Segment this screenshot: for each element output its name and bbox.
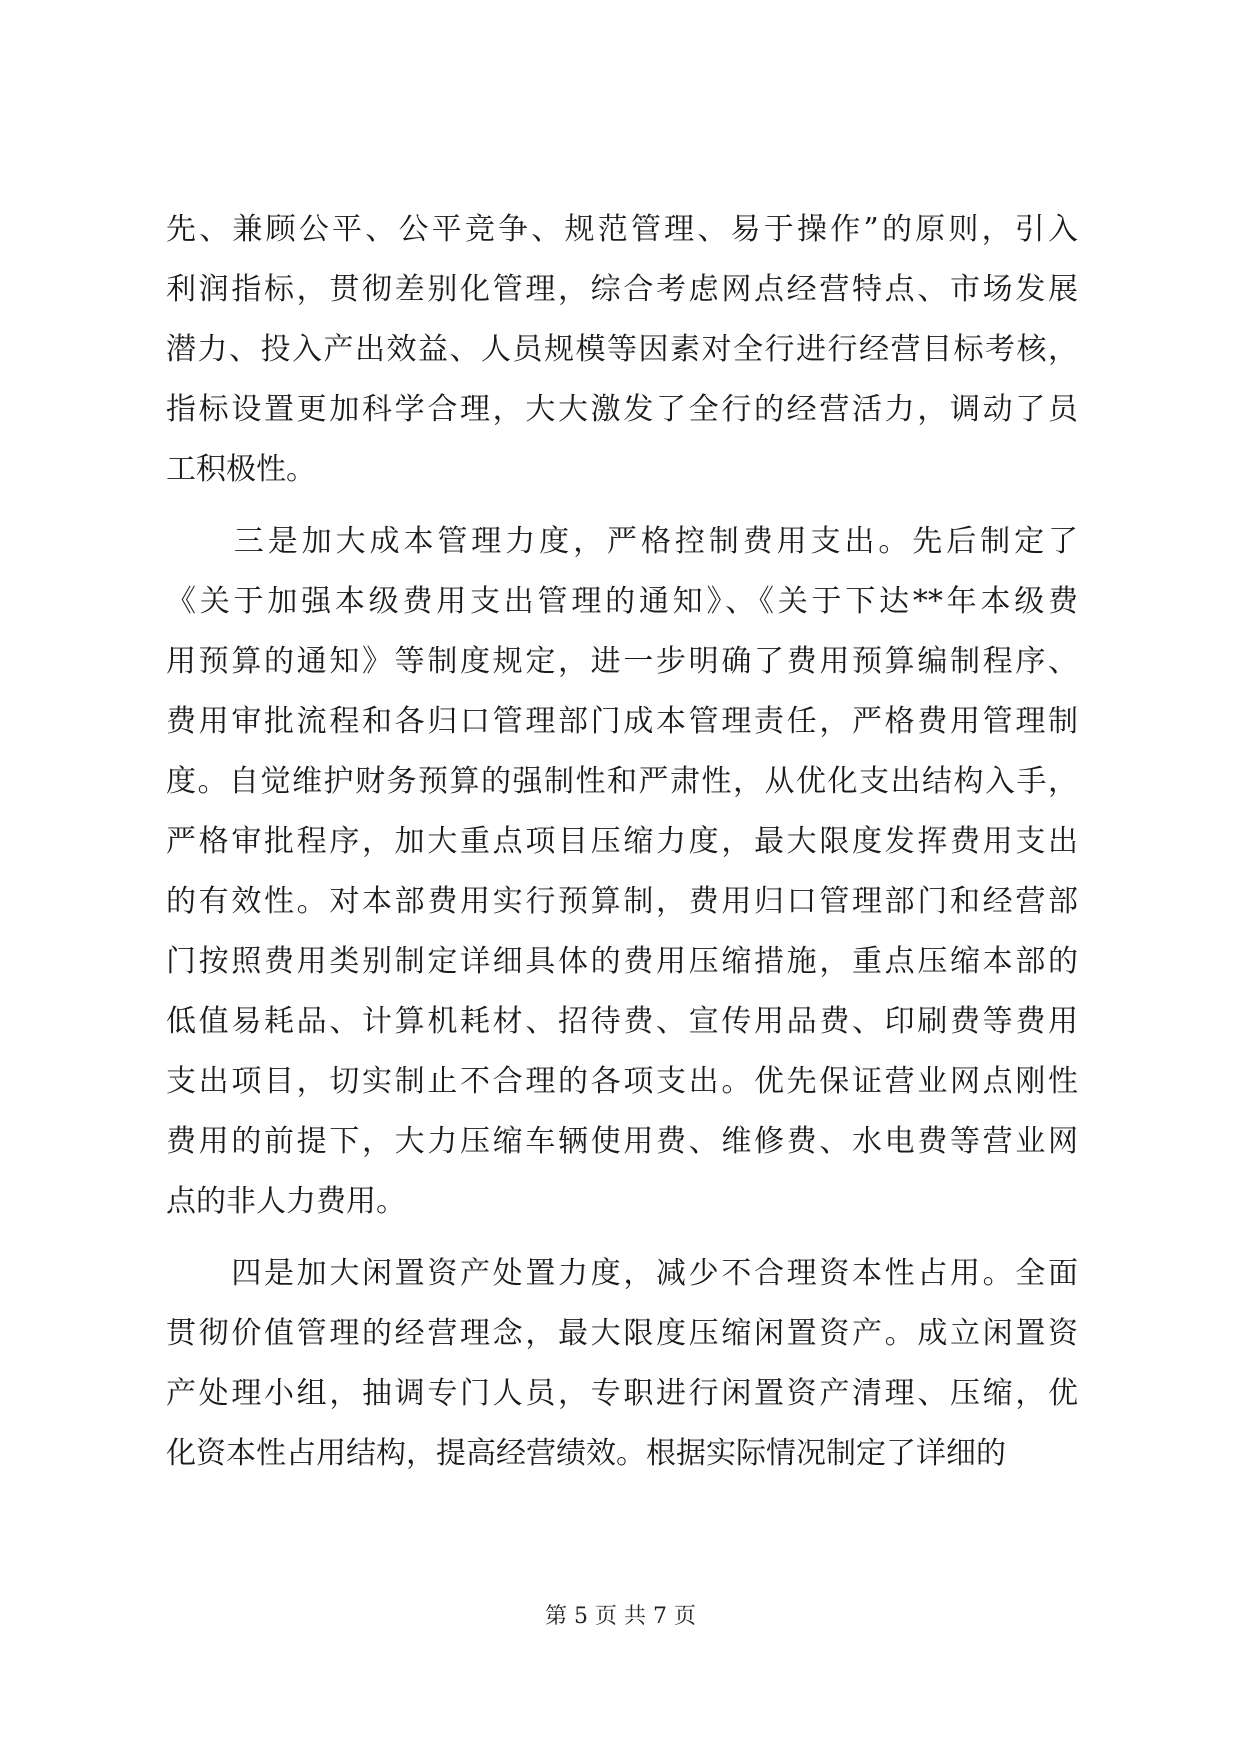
text-line: 门按照费用类别制定详细具体的费用压缩措施，重点压缩本部的 bbox=[166, 944, 1078, 979]
text-line: 利润指标，贯彻差别化管理，综合考虑网点经营特点、市场发展 bbox=[166, 272, 1078, 307]
text-line: 用预算的通知》等制度规定，进一步明确了费用预算编制程序、 bbox=[166, 644, 1078, 679]
text-line: 《关于加强本级费用支出管理的通知》、《关于下达**年本级费 bbox=[166, 584, 1078, 619]
paragraph-gap bbox=[166, 500, 1078, 512]
text-line: 的有效性。对本部费用实行预算制，费用归口管理部门和经营部 bbox=[166, 884, 1078, 919]
text-line: 低值易耗品、计算机耗材、招待费、宣传用品费、印刷费等费用 bbox=[166, 1004, 1078, 1039]
paragraph bbox=[166, 1244, 1078, 1484]
text-line: 产处理小组，抽调专门人员，专职进行闲置资产清理、压缩，优 bbox=[166, 1376, 1078, 1411]
paragraph bbox=[166, 512, 1078, 1232]
paragraph-gap bbox=[166, 1232, 1078, 1244]
text-line: 三是加大成本管理力度，严格控制费用支出。先后制定了 bbox=[166, 524, 1078, 559]
text-line: 度。自觉维护财务预算的强制性和严肃性，从优化支出结构入手， bbox=[166, 764, 1078, 799]
text-line: 工积极性。 bbox=[166, 452, 316, 487]
text-line: 费用的前提下，大力压缩车辆使用费、维修费、水电费等营业网 bbox=[166, 1124, 1078, 1159]
text-line: 贯彻价值管理的经营理念，最大限度压缩闲置资产。成立闲置资 bbox=[166, 1316, 1078, 1351]
text-line: 四是加大闲置资产处置力度，减少不合理资本性占用。全面 bbox=[166, 1256, 1078, 1291]
text-line: 化资本性占用结构，提高经营绩效。根据实际情况制定了详细的 bbox=[166, 1436, 1006, 1471]
text-line: 指标设置更加科学合理，大大激发了全行的经营活力，调动了员 bbox=[166, 392, 1078, 427]
text-line: 先、兼顾公平、公平竞争、规范管理、易于操作”的原则，引入 bbox=[166, 212, 1078, 247]
text-line: 费用审批流程和各归口管理部门成本管理责任，严格费用管理制 bbox=[166, 704, 1078, 739]
document-body bbox=[166, 200, 1078, 1484]
text-line: 支出项目，切实制止不合理的各项支出。优先保证营业网点刚性 bbox=[166, 1064, 1078, 1099]
page-footer: 第 5 页 共 7 页 bbox=[545, 1604, 696, 1629]
text-line: 严格审批程序，加大重点项目压缩力度，最大限度发挥费用支出 bbox=[166, 824, 1078, 859]
paragraph bbox=[166, 200, 1078, 500]
text-line: 潜力、投入产出效益、人员规模等因素对全行进行经营目标考核， bbox=[166, 332, 1078, 367]
text-line: 点的非人力费用。 bbox=[166, 1184, 406, 1219]
